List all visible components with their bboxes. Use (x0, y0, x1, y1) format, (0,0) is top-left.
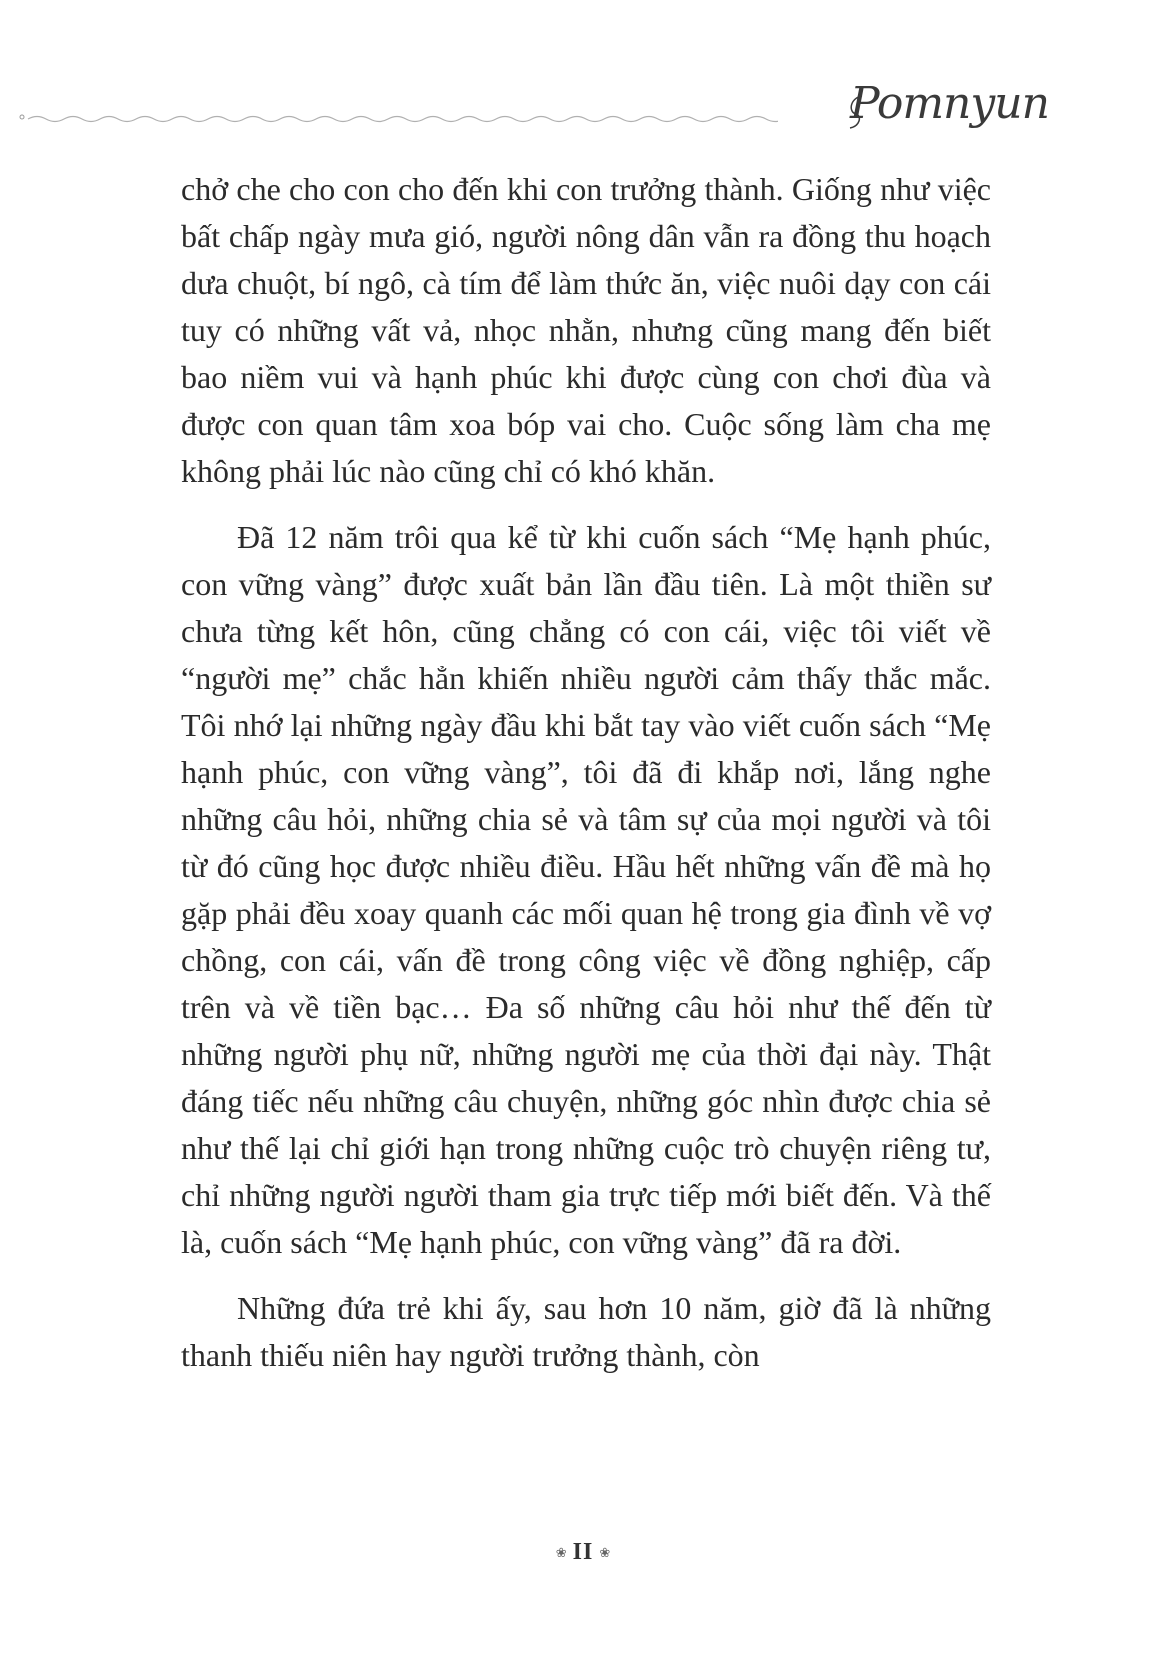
wavy-divider-line (18, 112, 778, 126)
paragraph-1: chở che cho con cho đến khi con trưởng thành. Giống như việc bất chấp ngày mưa gió, người nông dân vẫn ra đồng thu hoạch dưa chuột, bí ngô, cà tím để làm thức ăn, việc nuôi dạy con cái tuy có những vất vả, nhọc nhằn, nhưng cũng mang đến biết bao niềm vui và hạnh phúc khi được cùng con chơi đùa và được con quan tâm xoa bóp vai cho. Cuộc sống làm cha mẹ không phải lúc nào cũng chỉ có khó khăn. (181, 171, 991, 489)
paragraph-3: Những đứa trẻ khi ấy, sau hơn 10 năm, giờ đã là những thanh thiếu niên hay người trưởng thành, còn (181, 1290, 991, 1373)
paragraph-2: Đã 12 năm trôi qua kể từ khi cuốn sách “Mẹ hạnh phúc, con vững vàng” được xuất bản lần đầu tiên. Là một thiền sư chưa từng kết hôn, cũng chẳng có con cái, việc tôi viết về “người mẹ” chắc hẳn khiến nhiều người cảm thấy thắc mắc. Tôi nhớ lại những ngày đầu khi bắt tay vào viết cuốn sách “Mẹ hạnh phúc, con vững vàng”, tôi đã đi khắp nơi, lắng nghe những câu hỏi, những chia sẻ và tâm sự của mọi người và tôi từ đó cũng học được nhiều điều. Hầu hết những vấn đề mà họ gặp phải đều xoay quanh các mối quan hệ trong gia đình về vợ chồng, con cái, vấn đề trong công việc về đồng nghiệp, cấp trên và về tiền bạc… Đa số những câu hỏi như thế đến từ những người phụ nữ, những người mẹ của thời đại này. Thật đáng tiếc nếu những câu chuyện, những góc nhìn được chia sẻ như thế lại chỉ giới hạn trong những cuộc trò chuyện riêng tư, chỉ những người người tham gia trực tiếp mới biết đến. Và thế là, cuốn sách “Mẹ hạnh phúc, con vững vàng” đã ra đời. (181, 519, 991, 1260)
body-text (181, 166, 991, 1379)
author-logo (850, 78, 1049, 129)
flower-ornament-right-icon: ❀ (599, 1544, 611, 1560)
flower-ornament-left-icon: ❀ (555, 1544, 567, 1560)
page-footer (0, 1532, 1166, 1572)
page-number: II (572, 1538, 594, 1565)
logo-text: Pomnyun (850, 78, 1049, 129)
page-header (0, 0, 1166, 150)
